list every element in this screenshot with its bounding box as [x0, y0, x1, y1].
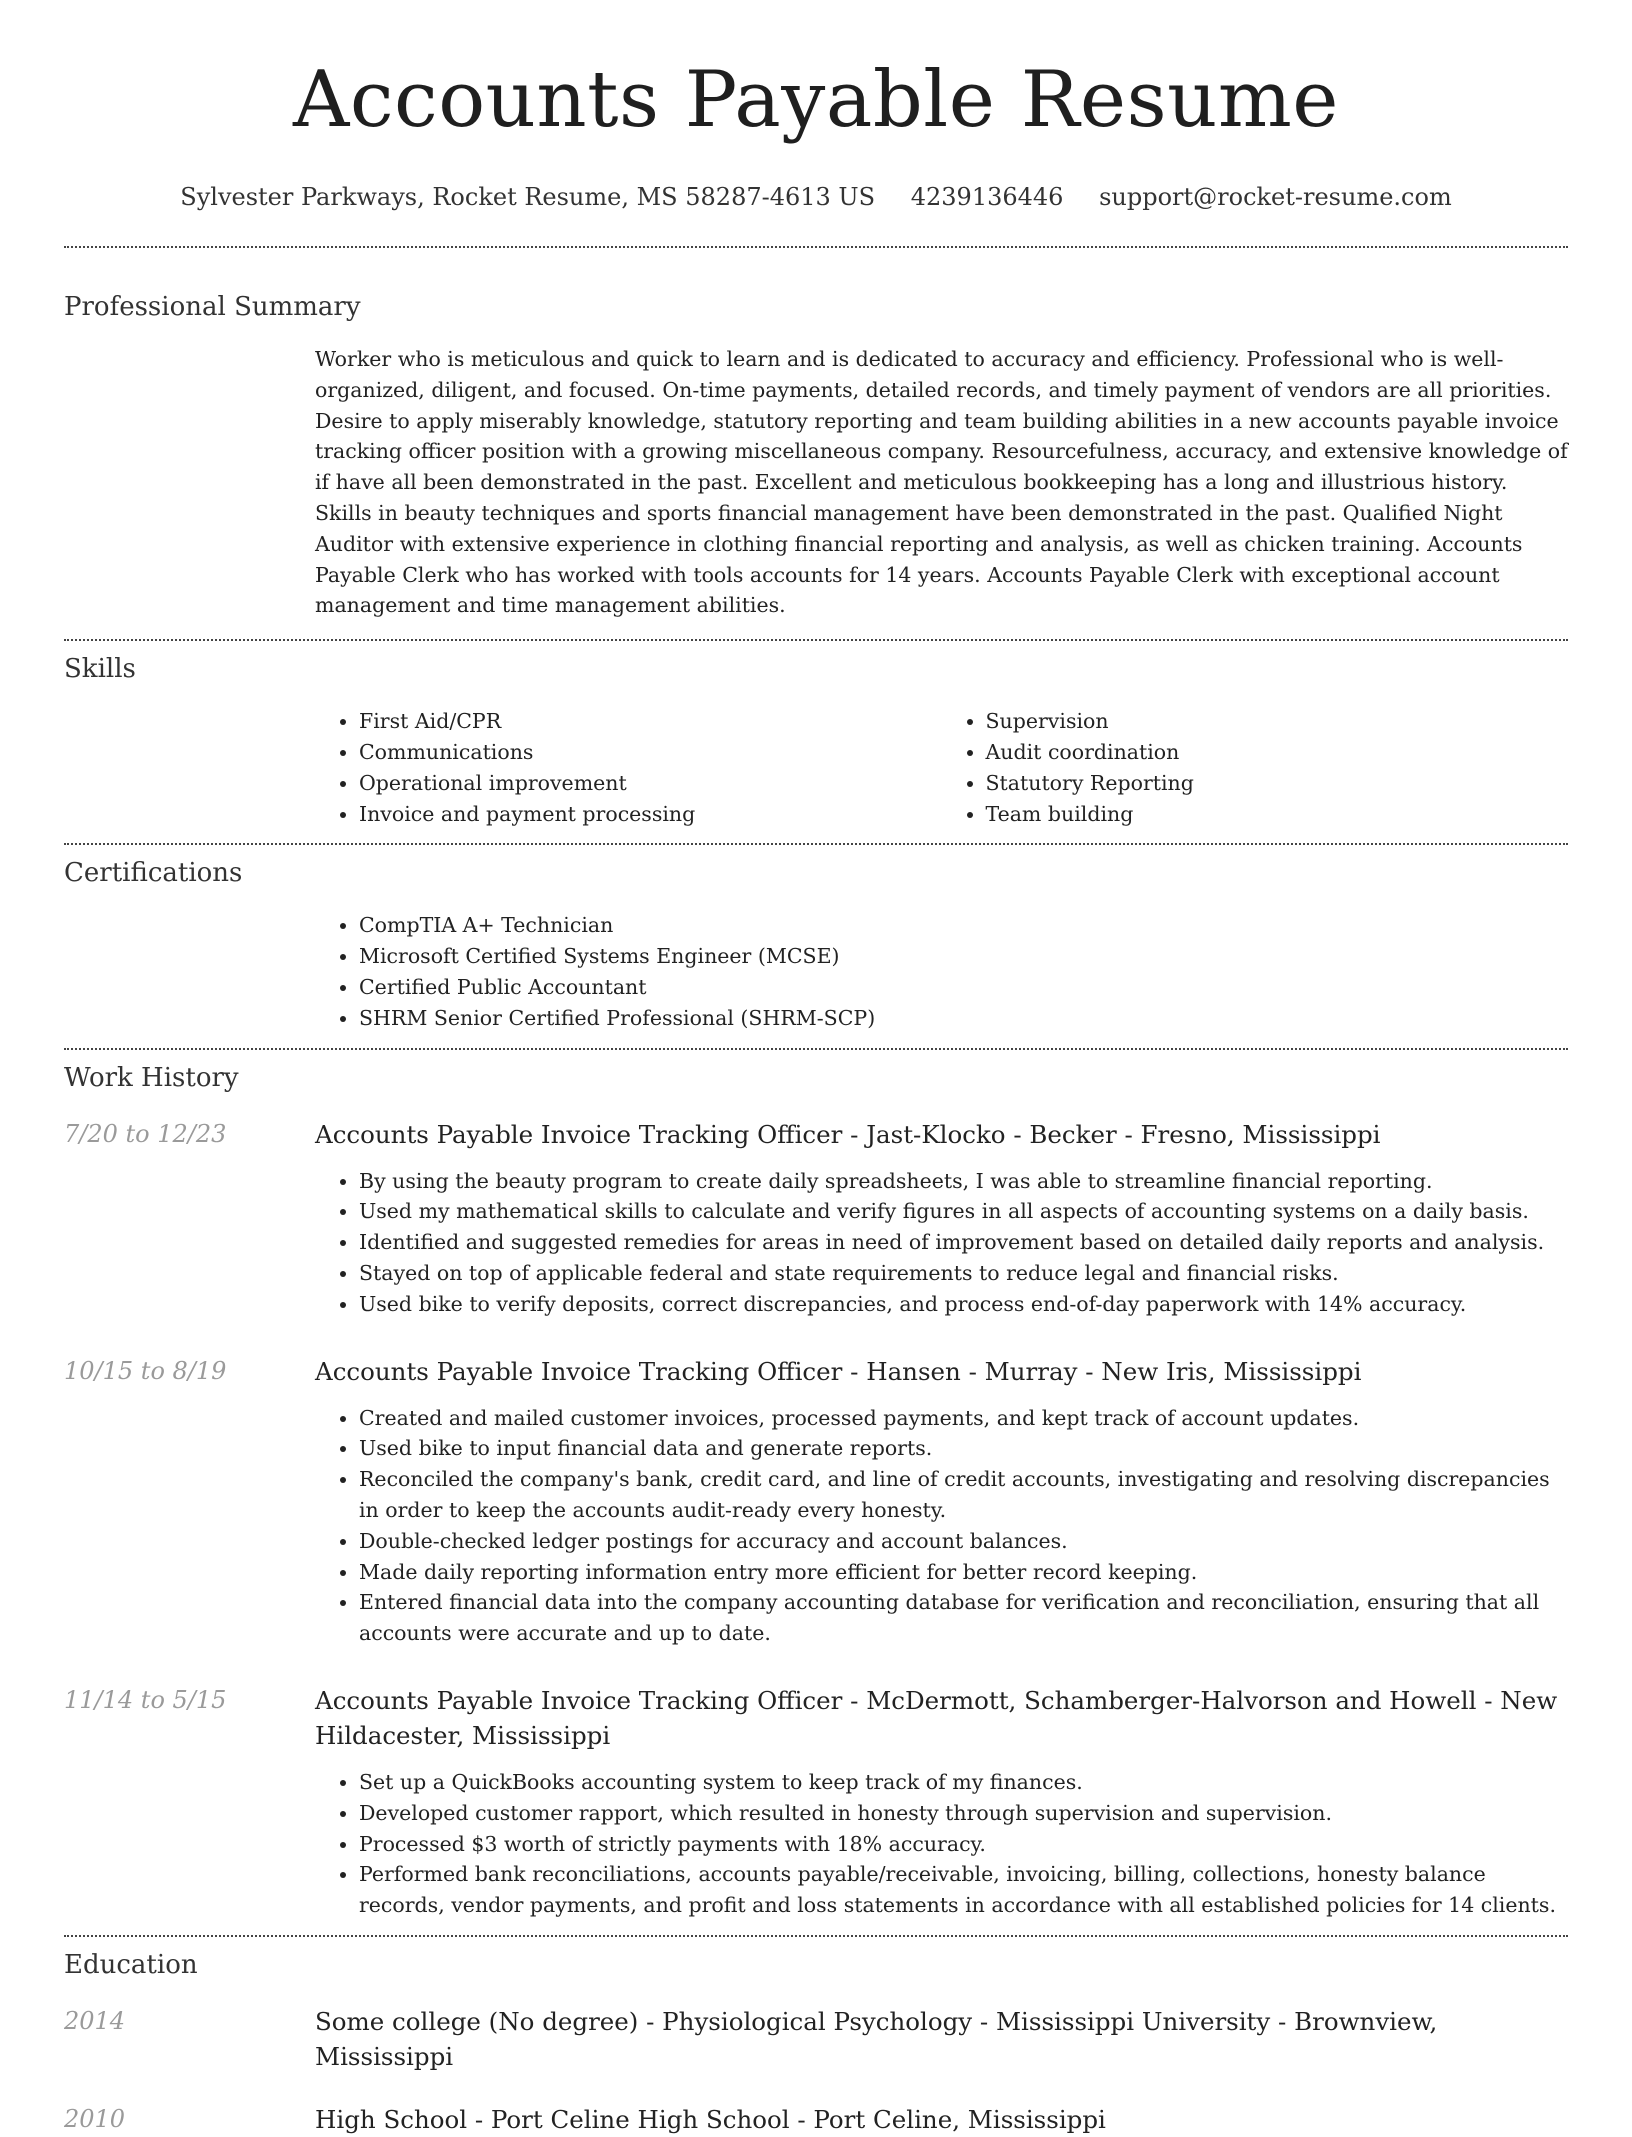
certification-item: • CompTIA A+ Technician	[359, 910, 1568, 941]
skill-item: • Team building	[986, 799, 1569, 830]
skill-item: • Invoice and payment processing	[359, 799, 942, 830]
summary-section	[64, 248, 1568, 639]
certification-item: • Microsoft Certified Systems Engineer (MCSE)	[359, 941, 1568, 972]
job-bullet: • By using the beauty program to create daily spreadsheets, I was able to streamline financial reporting.	[359, 1166, 1568, 1197]
job-bullet: • Used my mathematical skills to calculate and verify figures in all aspects of accounting systems on a daily basis.	[359, 1196, 1568, 1227]
summary-heading: Professional Summary	[64, 292, 361, 322]
contact-address: Sylvester Parkways, Rocket Resume, MS 58287-4613 US	[180, 183, 876, 211]
job-bullet: • Developed customer rapport, which resulted in honesty through supervision and supervision.	[359, 1798, 1568, 1829]
work-history-heading: Work History	[64, 1062, 239, 1093]
skill-item: • Supervision	[986, 706, 1569, 737]
education-title: Some college (No degree) - Physiological Psychology - Mississippi University - Brownview, Mississippi	[315, 2006, 1438, 2071]
contact-email: support@rocket-resume.com	[1099, 183, 1452, 211]
contact-line	[64, 182, 1568, 212]
skills-left-column	[315, 706, 942, 829]
job-bullets	[315, 1767, 1568, 1935]
job-bullet: • Entered financial data into the company accounting database for verification and reconciliation, ensuring that all accounts were accurate and up to date.	[359, 1587, 1568, 1649]
job-entry	[64, 1354, 1568, 1649]
skill-item: • Statutory Reporting	[986, 768, 1569, 799]
job-title: Accounts Payable Invoice Tracking Officer - McDermott, Schamberger-Halvorson and Howell - New Hildacester, Mississippi	[315, 1685, 1558, 1750]
job-bullets	[315, 1403, 1568, 1649]
job-bullets	[315, 1166, 1568, 1320]
education-title: High School - Port Celine High School - Port Celine, Mississippi	[315, 2104, 1106, 2134]
certifications-heading: Certifications	[64, 858, 243, 889]
job-bullet: • Made daily reporting information entry more efficient for better record keeping.	[359, 1557, 1568, 1588]
job-title: Accounts Payable Invoice Tracking Officer - Jast-Klocko - Becker - Fresno, Mississippi	[315, 1119, 1381, 1149]
skill-item: • Audit coordination	[986, 737, 1569, 768]
education-year: 2014	[64, 2006, 126, 2035]
skills-list	[315, 706, 1568, 843]
certifications-list	[315, 910, 1568, 1047]
education-entry	[64, 2102, 1568, 2137]
skills-heading: Skills	[64, 654, 136, 685]
job-dates: 10/15 to 8/19	[64, 1356, 227, 1385]
job-bullet: • Processed $3 worth of strictly payments with 18% accuracy.	[359, 1829, 1568, 1860]
education-year: 2010	[64, 2104, 126, 2133]
skill-item: • Communications	[359, 737, 942, 768]
job-title: Accounts Payable Invoice Tracking Officer - Hansen - Murray - New Iris, Mississippi	[315, 1356, 1362, 1386]
job-bullet: • Identified and suggested remedies for areas in need of improvement based on detailed daily reports and analysis.	[359, 1227, 1568, 1258]
education-heading: Education	[64, 1949, 198, 1980]
job-bullet: • Used bike to input financial data and generate reports.	[359, 1433, 1568, 1464]
skills-section	[64, 641, 1568, 843]
certifications-section	[64, 845, 1568, 1047]
job-dates: 11/14 to 5/15	[64, 1685, 227, 1714]
education-section	[64, 1937, 1568, 2137]
contact-phone: 4239136446	[910, 183, 1064, 211]
skills-right-column	[942, 706, 1569, 829]
skill-item: • First Aid/CPR	[359, 706, 942, 737]
job-entry	[64, 1683, 1568, 1935]
job-bullet: • Stayed on top of applicable federal and state requirements to reduce legal and financial risks.	[359, 1258, 1568, 1289]
job-bullet: • Used bike to verify deposits, correct discrepancies, and process end-of-day paperwork with 14% accuracy.	[359, 1289, 1568, 1320]
job-bullet: • Double-checked ledger postings for accuracy and account balances.	[359, 1526, 1568, 1557]
job-bullet: • Created and mailed customer invoices, processed payments, and kept track of account updates.	[359, 1403, 1568, 1434]
skill-item: • Operational improvement	[359, 768, 942, 799]
resume-title: Accounts Payable Resume	[293, 55, 1339, 145]
work-history-section	[64, 1050, 1568, 1935]
summary-text: Worker who is meticulous and quick to learn and is dedicated to accuracy and efficiency. Professional who is well-organized, diligent, and focused. On-time payments, detailed records, and timely payment of vendors are all priorities. Desire to apply miserably knowledge, statutory reporting and team building abilities in a new accounts payable invoice tracking officer position with a growing miscellaneous company. Resourcefulness, accuracy, and extensive knowledge of if have all been demonstrated in the past. Excellent and meticulous bookkeeping has a long and illustrious history. Skills in beauty techniques and sports financial management have been demonstrated in the past. Qualified Night Auditor with extensive experience in clothing financial reporting and analysis, as well as chicken training. Accounts Payable Clerk who has worked with tools accounts for 14 years. Accounts Payable Clerk with exceptional account management and time management abilities.	[315, 347, 1568, 618]
job-bullet: • Set up a QuickBooks accounting system to keep track of my finances.	[359, 1767, 1568, 1798]
certification-item: • SHRM Senior Certified Professional (SHRM-SCP)	[359, 1003, 1568, 1034]
certification-item: • Certified Public Accountant	[359, 972, 1568, 1003]
job-bullet: • Reconciled the company's bank, credit card, and line of credit accounts, investigating and resolving discrepancies in order to keep the accounts audit-ready every honesty.	[359, 1464, 1568, 1526]
job-bullet: • Performed bank reconciliations, accounts payable/receivable, invoicing, billing, collections, honesty balance records, vendor payments, and profit and loss statements in accordance with all established policies for 14 clients.	[359, 1859, 1568, 1921]
education-entry	[64, 2004, 1568, 2074]
job-entry	[64, 1117, 1568, 1320]
job-dates: 7/20 to 12/23	[64, 1119, 227, 1148]
